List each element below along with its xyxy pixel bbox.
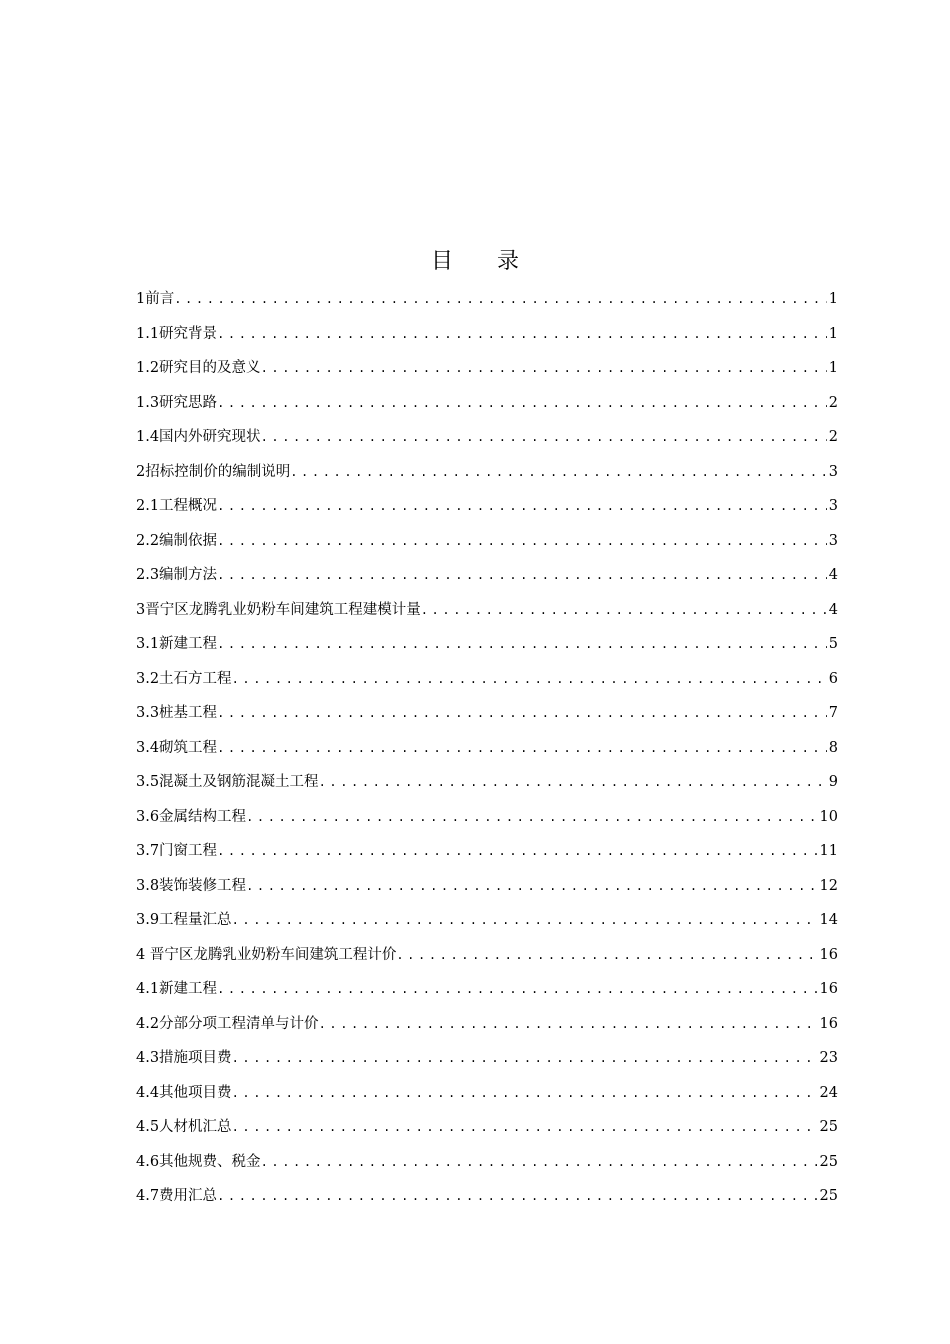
toc-entry[interactable] (136, 1007, 838, 1042)
toc-entry[interactable] (136, 1110, 838, 1145)
toc-entry[interactable] (136, 1076, 838, 1111)
toc-entry[interactable] (136, 1041, 838, 1076)
toc-page-number: 3 (828, 463, 838, 480)
toc-page-number: 2 (828, 429, 838, 445)
toc-entry[interactable] (136, 903, 838, 938)
toc-dot-leader (217, 386, 827, 421)
toc-entry-label: 4.5人材机汇总 (136, 1119, 232, 1135)
toc-entry[interactable] (136, 282, 838, 317)
toc-page-number: 1 (828, 360, 838, 376)
toc-dot-leader (217, 696, 827, 731)
toc-entry[interactable] (136, 1145, 838, 1180)
toc-dot-leader (174, 282, 827, 317)
toc-dot-leader (217, 972, 817, 1007)
toc-page-number: 16 (819, 1015, 838, 1032)
toc-entry-label: 3.6金属结构工程 (136, 808, 247, 825)
toc-page-number: 1 (828, 325, 838, 342)
toc-entry[interactable] (136, 662, 838, 697)
toc-page-number: 14 (819, 912, 838, 928)
toc-entry-label: 2.1工程概况 (136, 498, 218, 514)
toc-entry-label: 4.1新建工程 (136, 981, 218, 997)
toc-page-number: 3 (828, 532, 838, 549)
toc-page-number: 4 (828, 601, 838, 618)
toc-page-number: 10 (819, 808, 838, 825)
toc-entry[interactable] (136, 696, 838, 731)
toc-dot-leader (217, 834, 817, 869)
toc-entry-label: 3.4砌筑工程 (136, 739, 218, 756)
toc-dot-leader (261, 420, 827, 455)
title-char-2: 录 (497, 249, 520, 274)
toc-dot-leader (232, 903, 818, 938)
toc-entry-label: 4 晋宁区龙腾乳业奶粉车间建筑工程计价 (136, 946, 397, 963)
toc-entry-label: 3晋宁区龙腾乳业奶粉车间建筑工程建模计量 (136, 601, 421, 618)
toc-entry-label: 4.3措施项目费 (136, 1050, 232, 1066)
toc-entry-label: 1.2研究目的及意义 (136, 360, 261, 376)
toc-entry[interactable] (136, 869, 838, 904)
toc-dot-leader (232, 1110, 818, 1145)
toc-entry[interactable] (136, 834, 838, 869)
toc-dot-leader (232, 1041, 818, 1076)
toc-dot-leader (217, 524, 827, 559)
toc-dot-leader (246, 869, 817, 904)
toc-entry-label: 3.8装饰装修工程 (136, 877, 247, 894)
toc-dot-leader (421, 593, 827, 628)
toc-entry-label: 1.4国内外研究现状 (136, 429, 261, 445)
toc-dot-leader (396, 938, 817, 973)
toc-page-number: 8 (828, 739, 838, 756)
toc-entry-label: 3.3桩基工程 (136, 705, 218, 721)
toc-entry-label: 3.5混凝土及钢筋混凝土工程 (136, 774, 319, 790)
toc-dot-leader (232, 1076, 818, 1111)
toc-entry-label: 3.1新建工程 (136, 636, 218, 652)
toc-page-number: 2 (828, 394, 838, 411)
toc-entry-label: 4.2分部分项工程清单与计价 (136, 1015, 319, 1032)
toc-entry[interactable] (136, 317, 838, 352)
toc-dot-leader (319, 1007, 818, 1042)
toc-entry-label: 4.4其他项目费 (136, 1084, 232, 1101)
toc-page-number: 25 (819, 1119, 838, 1135)
toc-dot-leader (290, 455, 827, 490)
toc-entry-label: 2.2编制依据 (136, 532, 218, 549)
toc-entry[interactable] (136, 627, 838, 662)
toc-dot-leader (261, 1145, 818, 1180)
title-char-1: 目 (430, 249, 453, 274)
toc-page-number: 25 (819, 1188, 838, 1204)
toc-entry[interactable] (136, 489, 838, 524)
toc-page-number: 3 (828, 498, 838, 514)
toc-dot-leader (217, 317, 827, 352)
toc-page-number: 1 (828, 291, 838, 307)
toc-dot-leader (217, 489, 827, 524)
table-of-contents (136, 282, 838, 1214)
toc-dot-leader (246, 800, 817, 835)
toc-dot-leader (319, 765, 827, 800)
toc-entry[interactable] (136, 524, 838, 559)
toc-dot-leader (217, 1179, 817, 1214)
toc-dot-leader (232, 662, 827, 697)
toc-entry[interactable] (136, 386, 838, 421)
toc-page-number: 25 (819, 1153, 838, 1170)
toc-page-number: 6 (828, 670, 838, 687)
toc-entry-label: 2.3编制方法 (136, 567, 218, 583)
toc-page-number: 24 (819, 1084, 838, 1101)
toc-entry[interactable] (136, 1179, 838, 1214)
toc-entry[interactable] (136, 800, 838, 835)
toc-dot-leader (217, 627, 827, 662)
toc-entry-label: 4.6其他规费、税金 (136, 1153, 261, 1170)
toc-entry-label: 2招标控制价的编制说明 (136, 463, 291, 480)
toc-entry[interactable] (136, 455, 838, 490)
toc-entry[interactable] (136, 593, 838, 628)
toc-entry-label: 3.2土石方工程 (136, 670, 232, 687)
toc-dot-leader (261, 351, 827, 386)
toc-page-number: 9 (828, 774, 838, 790)
toc-page-number: 23 (819, 1050, 838, 1066)
toc-page-number: 5 (828, 636, 838, 652)
toc-entry-label: 1.3研究思路 (136, 394, 218, 411)
toc-page-number: 16 (819, 981, 838, 997)
toc-page-number: 12 (819, 877, 838, 894)
toc-entry[interactable] (136, 731, 838, 766)
toc-entry[interactable] (136, 420, 838, 455)
page-title (0, 244, 950, 275)
toc-entry[interactable] (136, 765, 838, 800)
toc-page-number: 7 (828, 705, 838, 721)
toc-page-number: 11 (819, 843, 838, 859)
toc-entry[interactable] (136, 558, 838, 593)
toc-page-number: 4 (828, 567, 838, 583)
toc-entry[interactable] (136, 972, 838, 1007)
toc-entry-label: 3.7门窗工程 (136, 843, 218, 859)
toc-entry-label: 1.1研究背景 (136, 325, 218, 342)
toc-entry-label: 1前言 (136, 291, 175, 307)
toc-dot-leader (217, 731, 827, 766)
toc-entry[interactable] (136, 938, 838, 973)
toc-page-number: 16 (819, 946, 838, 963)
toc-entry-label: 4.7费用汇总 (136, 1188, 218, 1204)
toc-entry-label: 3.9工程量汇总 (136, 912, 232, 928)
toc-entry[interactable] (136, 351, 838, 386)
toc-dot-leader (217, 558, 827, 593)
